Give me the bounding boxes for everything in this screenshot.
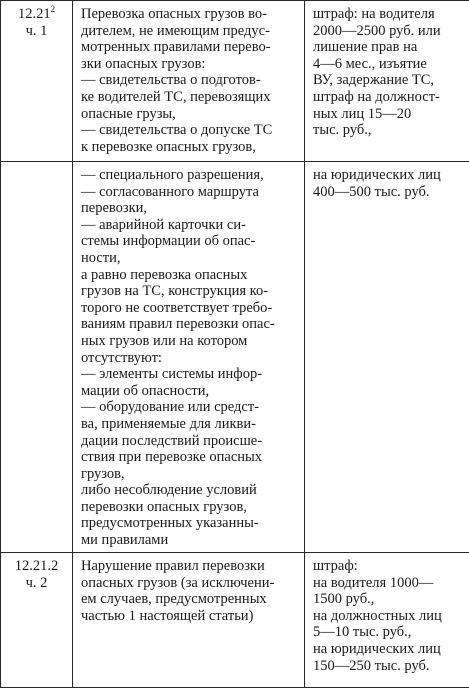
article-cell [1,553,73,688]
description-line: дации последствий происше- [73,433,304,450]
description-line: стемы информации об опас- [73,233,304,250]
description-line: ваниям правил перевозки опас- [73,316,304,333]
article-part: ч. 2 [1,575,72,592]
penalty-line: лишение прав на [305,39,469,56]
description-line: ности, [73,250,304,267]
description-line: — свидетельства о подготов- [73,72,304,89]
description-line: грузов на ТС, конструкция ко- [73,283,304,300]
description-line: перевозки, [73,200,304,217]
description-line: мотренных правилами перево- [73,39,304,56]
description-line: дителем, не имеющим предус- [73,23,304,40]
article-cell [1,162,73,553]
description-line: ва, применяемые для ликви- [73,416,304,433]
description-line: ствия при перевозке опасных [73,449,304,466]
description-cell [73,553,305,688]
penalty-line: на должностных лиц [305,608,469,625]
article-part: ч. 1 [1,23,72,40]
description-line: — аварийной карточки си- [73,217,304,234]
penalty-line: на водителя 1000— [305,575,469,592]
penalty-cell [305,1,469,162]
description-line: перевозки опасных грузов, [73,499,304,516]
penalty-line: ных лиц 15—20 [305,106,469,123]
table-row [1,162,469,553]
description-line: опасных грузов (за исключени- [73,575,304,592]
description-line: мации об опасности, [73,383,304,400]
description-line: опасные грузы, [73,106,304,123]
description-line: Перевозка опасных грузов во- [73,6,304,23]
penalty-cell [305,553,469,688]
penalty-line: 1500 руб., [305,591,469,608]
article-number: 12.21.2 [1,558,72,575]
article-number: 12.21$^2$ [1,6,72,23]
description-line: отсутствуют: [73,350,304,367]
description-line: предусмотренных указанны- [73,515,304,532]
description-cell [73,162,305,553]
description-line: Нарушение правил перевозки [73,558,304,575]
penalty-line: на юридических лиц [305,167,469,184]
penalty-line: 2000—2500 руб. или [305,23,469,40]
description-line: ных грузов или на котором [73,333,304,350]
description-cell [73,1,305,162]
description-line: зки опасных грузов: [73,56,304,73]
description-line: — оборудование или средст- [73,399,304,416]
penalty-line: штраф на должност- [305,89,469,106]
description-line: ем случаев, предусмотренных [73,591,304,608]
penalty-cell [305,162,469,553]
description-line: — специального разрешения, [73,167,304,184]
table-row [1,1,469,162]
article-cell [1,1,73,162]
penalty-line: 400—500 тыс. руб. [305,184,469,201]
penalty-line: 150—250 тыс. руб. [305,658,469,675]
description-line: — элементы системы инфор- [73,366,304,383]
penalty-line: штраф: на водителя [305,6,469,23]
penalty-line: штраф: [305,558,469,575]
description-line: грузов, [73,466,304,483]
description-line: ми правилами [73,532,304,549]
penalty-line: тыс. руб., [305,122,469,139]
description-line: — согласованного маршрута [73,184,304,201]
penalty-line: 5—10 тыс. руб., [305,624,469,641]
description-line: либо несоблюдение условий [73,482,304,499]
description-line: ке водителей ТС, перевозящих [73,89,304,106]
penalty-line: на юридических лиц [305,641,469,658]
description-line: а равно перевозка опасных [73,267,304,284]
description-line: к перевозке опасных грузов, [73,139,304,156]
description-line: — свидетельства о допуске ТС [73,122,304,139]
penalty-line: 4—6 мес., изъятие [305,56,469,73]
penalty-line: ВУ, задержание ТС, [305,72,469,89]
description-line: частью 1 настоящей статьи) [73,608,304,625]
table-row [1,553,469,688]
description-line: торого не соответствует требо- [73,300,304,317]
